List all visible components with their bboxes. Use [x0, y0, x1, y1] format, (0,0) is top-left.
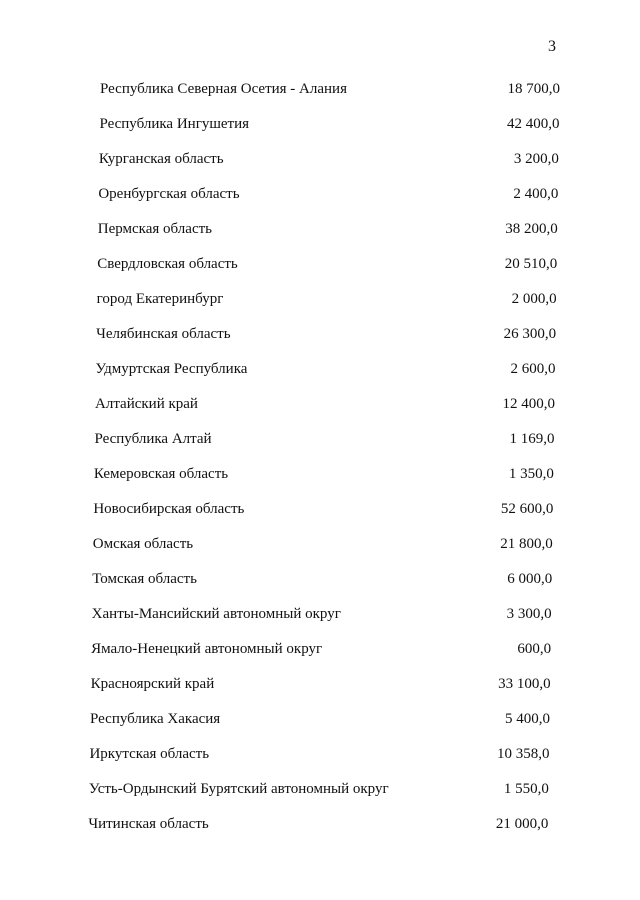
list-item: [98, 183, 558, 205]
region-name: город Екатеринбург: [96, 291, 224, 307]
region-amount: 1 169,0: [509, 431, 555, 447]
list-item: [99, 113, 559, 135]
region-name: Усть-Ордынский Бурятский автономный округ: [88, 781, 389, 797]
list-item: [91, 638, 551, 660]
region-name: Ямало-Ненецкий автономный округ: [91, 641, 323, 657]
region-amount: 12 400,0: [502, 396, 555, 412]
region-name: Свердловская область: [97, 256, 238, 272]
list-item: [92, 603, 552, 625]
region-name: Оренбургская область: [98, 186, 240, 202]
list-item: [96, 358, 556, 380]
region-amount: 2 400,0: [513, 186, 559, 202]
region-amount: 20 510,0: [504, 256, 558, 272]
region-amount: 5 400,0: [505, 711, 550, 727]
list-item: [91, 673, 551, 695]
list-item: [100, 78, 560, 100]
list-item: [94, 428, 554, 450]
region-amount: 38 200,0: [505, 221, 558, 237]
list-item: [95, 393, 555, 415]
region-name: Омская область: [92, 536, 194, 552]
region-name: Пермская область: [97, 221, 213, 237]
region-name: Курганская область: [98, 151, 224, 167]
region-amount: 18 700,0: [507, 81, 560, 97]
region-name: Удмуртская Республика: [95, 361, 248, 377]
region-name: Томская область: [92, 571, 197, 587]
list-item: [89, 778, 549, 800]
region-amount: 600,0: [517, 641, 552, 657]
list-item: [92, 568, 552, 590]
region-amount: 42 400,0: [506, 116, 560, 132]
region-amount: 21 800,0: [500, 536, 553, 552]
list-item: [93, 498, 553, 520]
region-name: Республика Алтай: [94, 431, 212, 447]
list-item: [88, 813, 548, 835]
region-amount: 1 350,0: [508, 466, 554, 482]
region-name: Алтайский край: [95, 396, 198, 412]
region-amount: 33 100,0: [498, 676, 551, 692]
region-amount: 3 200,0: [513, 151, 559, 167]
region-amount: 2 600,0: [510, 361, 556, 377]
list-item: [98, 218, 558, 240]
region-name: Кемеровская область: [93, 466, 229, 482]
list-item: [96, 323, 556, 345]
region-amount: 21 000,0: [495, 816, 549, 832]
list-item: [97, 288, 557, 310]
region-name: Новосибирская область: [93, 501, 245, 517]
region-amount: 1 550,0: [503, 781, 549, 797]
list-item: [89, 743, 549, 765]
region-name: Республика Северная Осетия - Алания: [100, 81, 347, 97]
region-amount: 10 358,0: [496, 746, 550, 762]
region-amount: 6 000,0: [507, 571, 553, 587]
region-amount: 3 300,0: [506, 606, 552, 622]
region-name: Ханты-Мансийский автономный округ: [91, 606, 341, 622]
region-amount: 2 000,0: [511, 291, 557, 307]
list-item: [90, 708, 550, 730]
page-number: 3: [548, 38, 556, 55]
region-name: Челябинская область: [96, 326, 231, 342]
region-name: Республика Хакасия: [90, 711, 221, 727]
region-amount: 26 300,0: [503, 326, 557, 342]
region-name: Читинская область: [88, 816, 209, 832]
region-name: Красноярский край: [90, 676, 215, 692]
list-item: [99, 148, 559, 170]
region-name: Республика Ингушетия: [99, 116, 250, 132]
region-amount: 52 600,0: [500, 501, 554, 517]
region-name: Иркутская область: [89, 746, 210, 762]
list-item: [97, 253, 557, 275]
list-item: [94, 463, 554, 485]
list-item: [93, 533, 553, 555]
